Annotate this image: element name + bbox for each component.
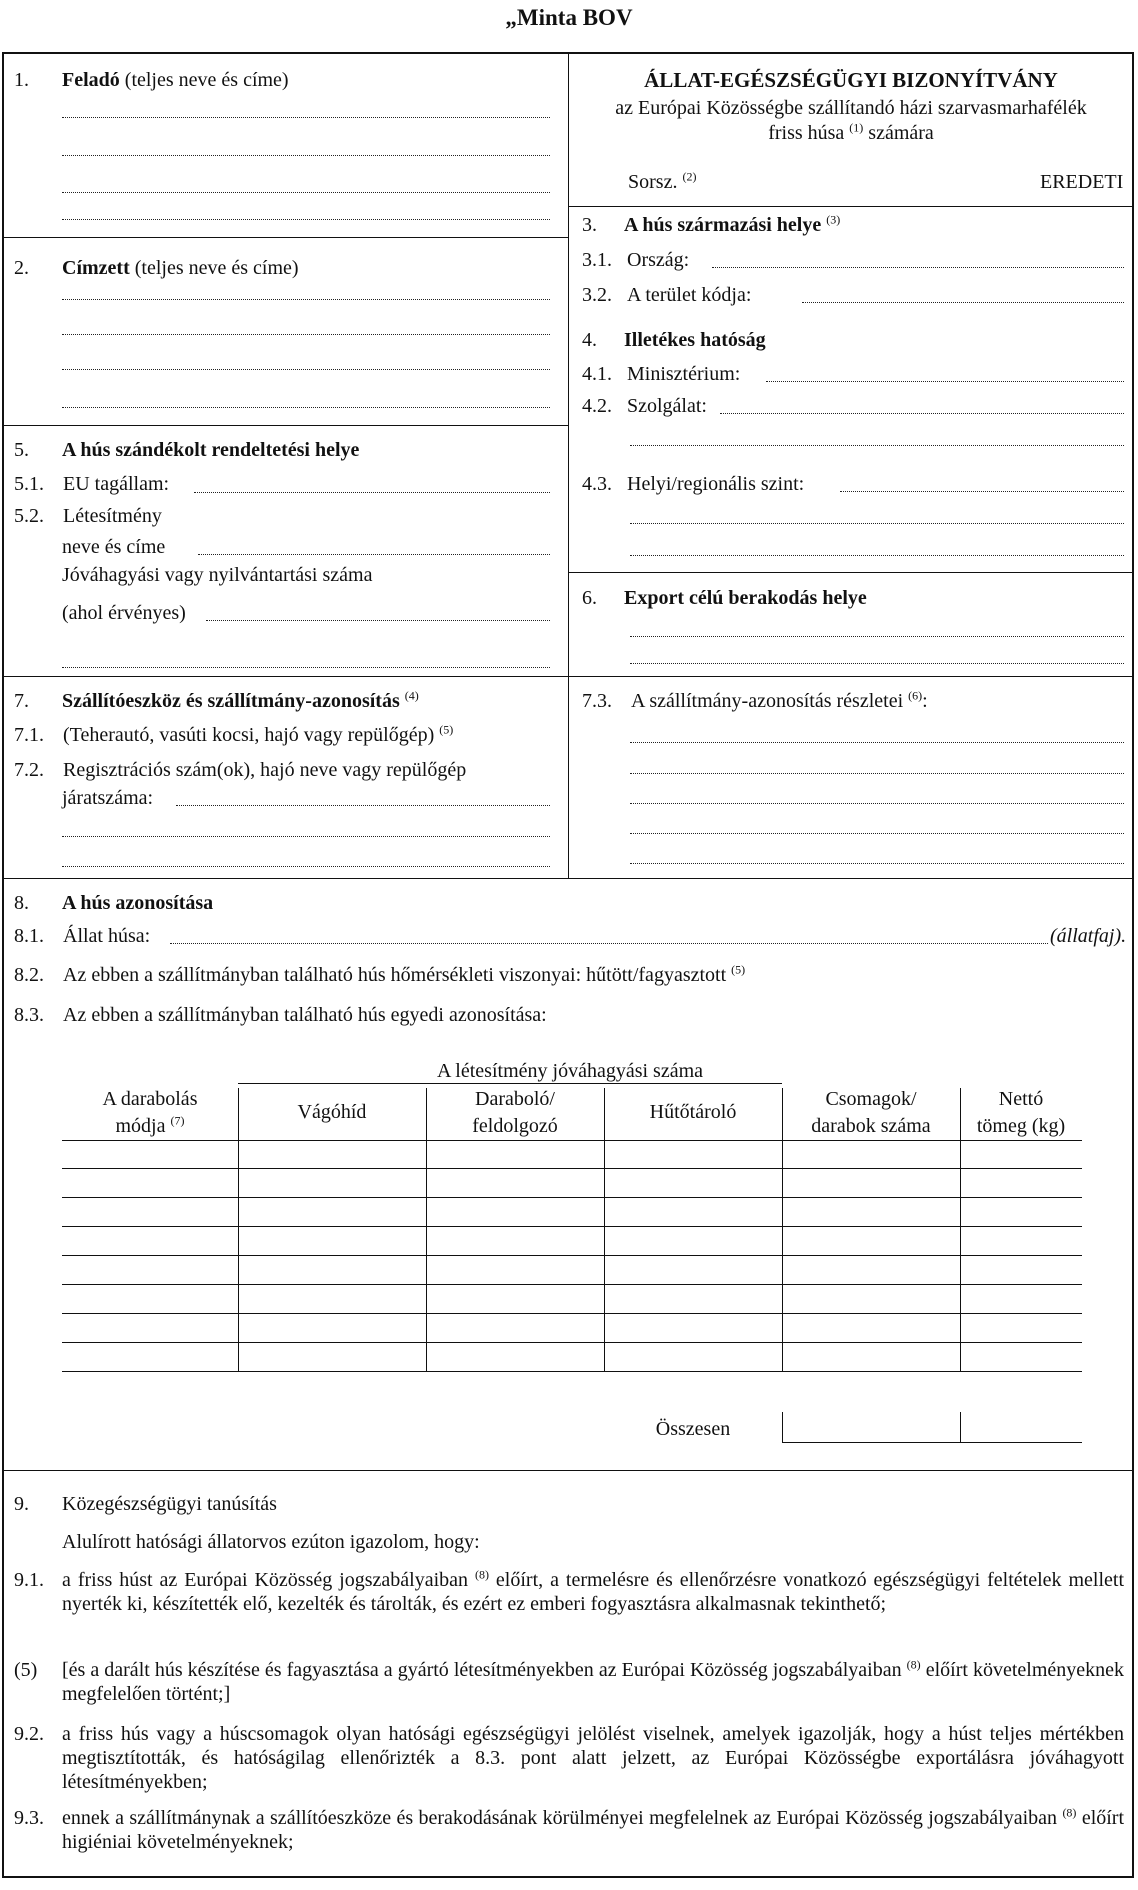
table-cell[interactable] <box>238 1285 426 1314</box>
service-field[interactable] <box>720 413 1124 414</box>
header-sep-3 <box>604 1088 605 1140</box>
item-9-2-text: a friss hús vagy a húscsomagok olyan hatósági egészségügyi jelölést viselnek, amelyek igazolják, hogy a húst teljes mértékben megtisztították, és hatóságilag ellenőrizték a 8.3. pont alatt jelzett, az Európai Közösségbe exportálásra jóváhagyott létesítményekben; <box>62 1723 1124 1793</box>
serial-number-label: Sorsz. $^{(2)}$ <box>628 169 697 193</box>
table-group-underline <box>238 1083 782 1084</box>
shipment-id-field-5[interactable] <box>630 863 1124 864</box>
item-8-1-label: 8.1. Állat húsa: <box>14 925 151 947</box>
certificate-title: ÁLLAT-EGÉSZSÉGÜGYI BIZONYÍTVÁNY <box>644 68 1058 92</box>
table-cell[interactable] <box>604 1256 782 1285</box>
recipient-line-4[interactable] <box>62 407 550 408</box>
left-divider-1 <box>4 237 568 238</box>
table-cell[interactable] <box>62 1140 238 1169</box>
approval-number-label: Jóváhagyási vagy nyilvántartási száma <box>62 564 373 586</box>
approval-number-field[interactable] <box>206 620 550 621</box>
table-cell[interactable] <box>62 1227 238 1256</box>
table-cell[interactable] <box>960 1256 1082 1285</box>
column-divider <box>568 52 569 878</box>
table-cell[interactable] <box>960 1227 1082 1256</box>
right-divider-3 <box>569 676 1132 677</box>
table-cell[interactable] <box>238 1314 426 1343</box>
loading-place-field-2[interactable] <box>630 663 1124 664</box>
approval-number-field-2[interactable] <box>62 667 550 668</box>
original-label: EREDETI <box>1040 171 1124 193</box>
table-row <box>62 1314 1082 1343</box>
establishment-name-label: neve és címe <box>62 536 166 558</box>
item-5-2-label: 5.2. Létesítmény <box>14 505 162 527</box>
table-cell[interactable] <box>426 1169 604 1198</box>
item-8-3-label: 8.3. Az ebben a szállítmányban található hús egyedi azonosítása: <box>14 1004 547 1026</box>
right-divider-1 <box>569 206 1132 207</box>
total-label: Összesen <box>655 1418 731 1440</box>
total-underline <box>782 1442 1082 1443</box>
registration-field-3[interactable] <box>62 866 550 867</box>
country-field[interactable] <box>712 267 1124 268</box>
item-4-2-label: 4.2. Szolgálat: <box>582 395 707 417</box>
table-cell[interactable] <box>782 1343 960 1372</box>
item-4-1-label: 4.1. Minisztérium: <box>582 363 741 385</box>
sender-line-2[interactable] <box>62 155 550 156</box>
table-cell[interactable] <box>782 1256 960 1285</box>
table-cell[interactable] <box>604 1227 782 1256</box>
col-header-net-weight-1: Nettó <box>998 1088 1044 1110</box>
table-cell[interactable] <box>238 1169 426 1198</box>
recipient-line-2[interactable] <box>62 334 550 335</box>
col-header-packages-2: darabok száma <box>811 1115 931 1137</box>
sender-line-3[interactable] <box>62 192 550 193</box>
col-header-packages-1: Csomagok/ <box>825 1088 917 1110</box>
table-group-header: A létesítmény jóváhagyási száma <box>436 1060 704 1082</box>
col-header-net-weight-2: tömeg (kg) <box>976 1115 1066 1137</box>
registration-field-2[interactable] <box>62 836 550 837</box>
animal-species-field[interactable] <box>170 943 1048 944</box>
item-5-note-text: [és a darált hús készítése és fagyasztása a gyártó létesítményekben az Európai Közösség jogszabályaiban $^{(8)}$ előírt követelményeknek megfelelően történt;] <box>62 1657 1125 1705</box>
table-cell[interactable] <box>426 1343 604 1372</box>
regional-level-field[interactable] <box>840 491 1124 492</box>
table-cell[interactable] <box>426 1285 604 1314</box>
section-7-heading: 7. Szállítóeszköz és szállítmány-azonosítás $^{(4)}$ <box>14 688 419 712</box>
table-cell[interactable] <box>604 1198 782 1227</box>
territory-code-field[interactable] <box>802 302 1124 303</box>
header-sep-1 <box>238 1088 239 1140</box>
table-cell[interactable] <box>426 1140 604 1169</box>
table-row <box>62 1227 1082 1256</box>
item-8-1-suffix: (állatfaj). <box>1050 925 1127 947</box>
col-header-cutting-1: A darabolás <box>102 1088 198 1110</box>
table-cell[interactable] <box>960 1285 1082 1314</box>
section-4-heading: 4. Illetékes hatóság <box>582 329 766 351</box>
col-header-cutting-plant-2: feldolgozó <box>472 1115 558 1137</box>
table-cell[interactable] <box>960 1314 1082 1343</box>
table-row <box>62 1285 1082 1314</box>
where-applicable-label: (ahol érvényes) <box>62 602 186 624</box>
table-row <box>62 1343 1082 1372</box>
item-3-2-label: 3.2. A terület kódja: <box>582 284 752 306</box>
item-7-2-label: 7.2. Regisztrációs szám(ok), hajó neve vagy repülőgép <box>14 759 467 781</box>
table-cell[interactable] <box>604 1140 782 1169</box>
col-header-cutting-plant-1: Daraboló/ <box>475 1088 555 1110</box>
recipient-line-1[interactable] <box>62 299 550 300</box>
certificate-subtitle-1: az Európai Közösségbe szállítandó házi szarvasmarhafélék <box>615 97 1087 119</box>
section-8-heading: 8. A hús azonosítása <box>14 892 214 914</box>
table-row <box>62 1140 1082 1169</box>
ministry-field[interactable] <box>766 381 1124 382</box>
section-3-heading: 3. A hús származási helye $^{(3)}$ <box>582 212 841 236</box>
table-row <box>62 1169 1082 1198</box>
loading-place-field-1[interactable] <box>630 636 1124 637</box>
service-field-2[interactable] <box>630 445 1124 446</box>
table-cell[interactable] <box>604 1314 782 1343</box>
item-9-3-number: 9.3. <box>14 1807 44 1829</box>
page-title: „Minta BOV <box>505 5 633 30</box>
col-header-slaughterhouse: Vágóhíd <box>297 1101 367 1123</box>
table-cell[interactable] <box>62 1198 238 1227</box>
table-cell[interactable] <box>604 1169 782 1198</box>
shipment-id-field-4[interactable] <box>630 833 1124 834</box>
table-cell[interactable] <box>62 1314 238 1343</box>
table-cell[interactable] <box>426 1314 604 1343</box>
table-cell[interactable] <box>960 1343 1082 1372</box>
table-cell[interactable] <box>238 1227 426 1256</box>
left-divider-3 <box>4 676 568 677</box>
header-sep-2 <box>426 1088 427 1140</box>
section-9-divider <box>4 1470 1132 1471</box>
table-cell[interactable] <box>604 1343 782 1372</box>
table-cell[interactable] <box>782 1285 960 1314</box>
total-sep-1 <box>782 1412 783 1442</box>
table-cell[interactable] <box>782 1198 960 1227</box>
table-row <box>62 1198 1082 1227</box>
table-cell[interactable] <box>960 1140 1082 1169</box>
item-7-1-label: 7.1. (Teherautó, vasúti kocsi, hajó vagy repülőgép) $^{(5)}$ <box>14 722 454 746</box>
right-divider-2 <box>569 572 1132 573</box>
section-9-heading: 9. Közegészségügyi tanúsítás <box>14 1493 277 1515</box>
meat-identification-table <box>62 1140 1082 1372</box>
header-sep-5 <box>960 1088 961 1140</box>
item-9-2-number: 9.2. <box>14 1723 44 1745</box>
member-state-field[interactable] <box>194 492 550 493</box>
table-cell[interactable] <box>238 1140 426 1169</box>
table-cell[interactable] <box>62 1285 238 1314</box>
table-cell[interactable] <box>782 1169 960 1198</box>
table-cell[interactable] <box>426 1198 604 1227</box>
section-8-divider <box>4 878 1132 879</box>
table-cell[interactable] <box>426 1256 604 1285</box>
table-cell[interactable] <box>782 1140 960 1169</box>
item-4-3-label: 4.3. Helyi/regionális szint: <box>582 473 805 495</box>
item-8-2-label: 8.2. Az ebben a szállítmányban található hús hőmérsékleti viszonyai: hűtött/fagyasztott $^{(5)}$ <box>14 962 746 986</box>
item-3-1-label: 3.1. Ország: <box>582 249 690 271</box>
shipment-id-field-1[interactable] <box>630 742 1124 743</box>
item-9-1-text: a friss húst az Európai Közösség jogszabályaiban $^{(8)}$ előírt, a termelésre és ellenőrzésre vonatkozó egészségügyi feltételek mellett nyerték ki, készítették elő, kezelték és tárolták, és ezért ez emberi fogyasztásra alkalmasnak tekinthető; <box>62 1567 1125 1615</box>
table-cell[interactable] <box>62 1343 238 1372</box>
table-cell[interactable] <box>960 1198 1082 1227</box>
table-row <box>62 1256 1082 1285</box>
item-5-1-label: 5.1. EU tagállam: <box>14 473 170 495</box>
certification-intro: Alulírott hatósági állatorvos ezúton igazolom, hogy: <box>62 1531 480 1553</box>
section-6-heading: 6. Export célú berakodás helye <box>582 587 867 609</box>
table-cell[interactable] <box>238 1256 426 1285</box>
table-cell[interactable] <box>238 1343 426 1372</box>
header-sep-4 <box>782 1088 783 1140</box>
shipment-id-field-2[interactable] <box>630 773 1124 774</box>
col-header-cutting-2: módja $^{(7)}$ <box>115 1113 185 1137</box>
table-cell[interactable] <box>238 1198 426 1227</box>
recipient-line-3[interactable] <box>62 369 550 370</box>
regional-level-field-3[interactable] <box>630 555 1124 556</box>
item-9-1-number: 9.1. <box>14 1569 44 1591</box>
table-cell[interactable] <box>604 1285 782 1314</box>
registration-field-1[interactable] <box>176 805 550 806</box>
section-1-heading: 1. Feladó (teljes neve és címe) <box>14 69 289 91</box>
shipment-id-field-3[interactable] <box>630 803 1124 804</box>
left-divider-2 <box>4 425 568 426</box>
total-sep-2 <box>960 1412 961 1442</box>
table-cell[interactable] <box>960 1169 1082 1198</box>
table-cell[interactable] <box>426 1227 604 1256</box>
certificate-subtitle-2: friss húsa $^{(1)}$ számára <box>768 120 934 144</box>
table-cell[interactable] <box>62 1256 238 1285</box>
section-2-heading: 2. Címzett (teljes neve és címe) <box>14 257 299 279</box>
sender-line-1[interactable] <box>62 117 550 118</box>
table-cell[interactable] <box>782 1227 960 1256</box>
section-5-heading: 5. A hús szándékolt rendeltetési helye <box>14 439 360 461</box>
table-cell[interactable] <box>782 1314 960 1343</box>
item-9-3-text: ennek a szállítmánynak a szállítóeszköze és berakodásának körülményei megfelelnek az Európai Közösség jogszabályaiban $^{(8)}$ előírt higiéniai követelményeknek; <box>62 1805 1125 1853</box>
item-5-note-number: (5) <box>14 1659 38 1681</box>
sender-line-4[interactable] <box>62 219 550 220</box>
regional-level-field-2[interactable] <box>630 523 1124 524</box>
col-header-cold-store: Hűtőtároló <box>649 1101 737 1123</box>
item-7-3-label: 7.3. A szállítmány-azonosítás részletei $^{(6)}$: <box>582 688 928 712</box>
flight-number-label: járatszáma: <box>62 787 154 809</box>
table-cell[interactable] <box>62 1169 238 1198</box>
establishment-name-field[interactable] <box>198 554 550 555</box>
